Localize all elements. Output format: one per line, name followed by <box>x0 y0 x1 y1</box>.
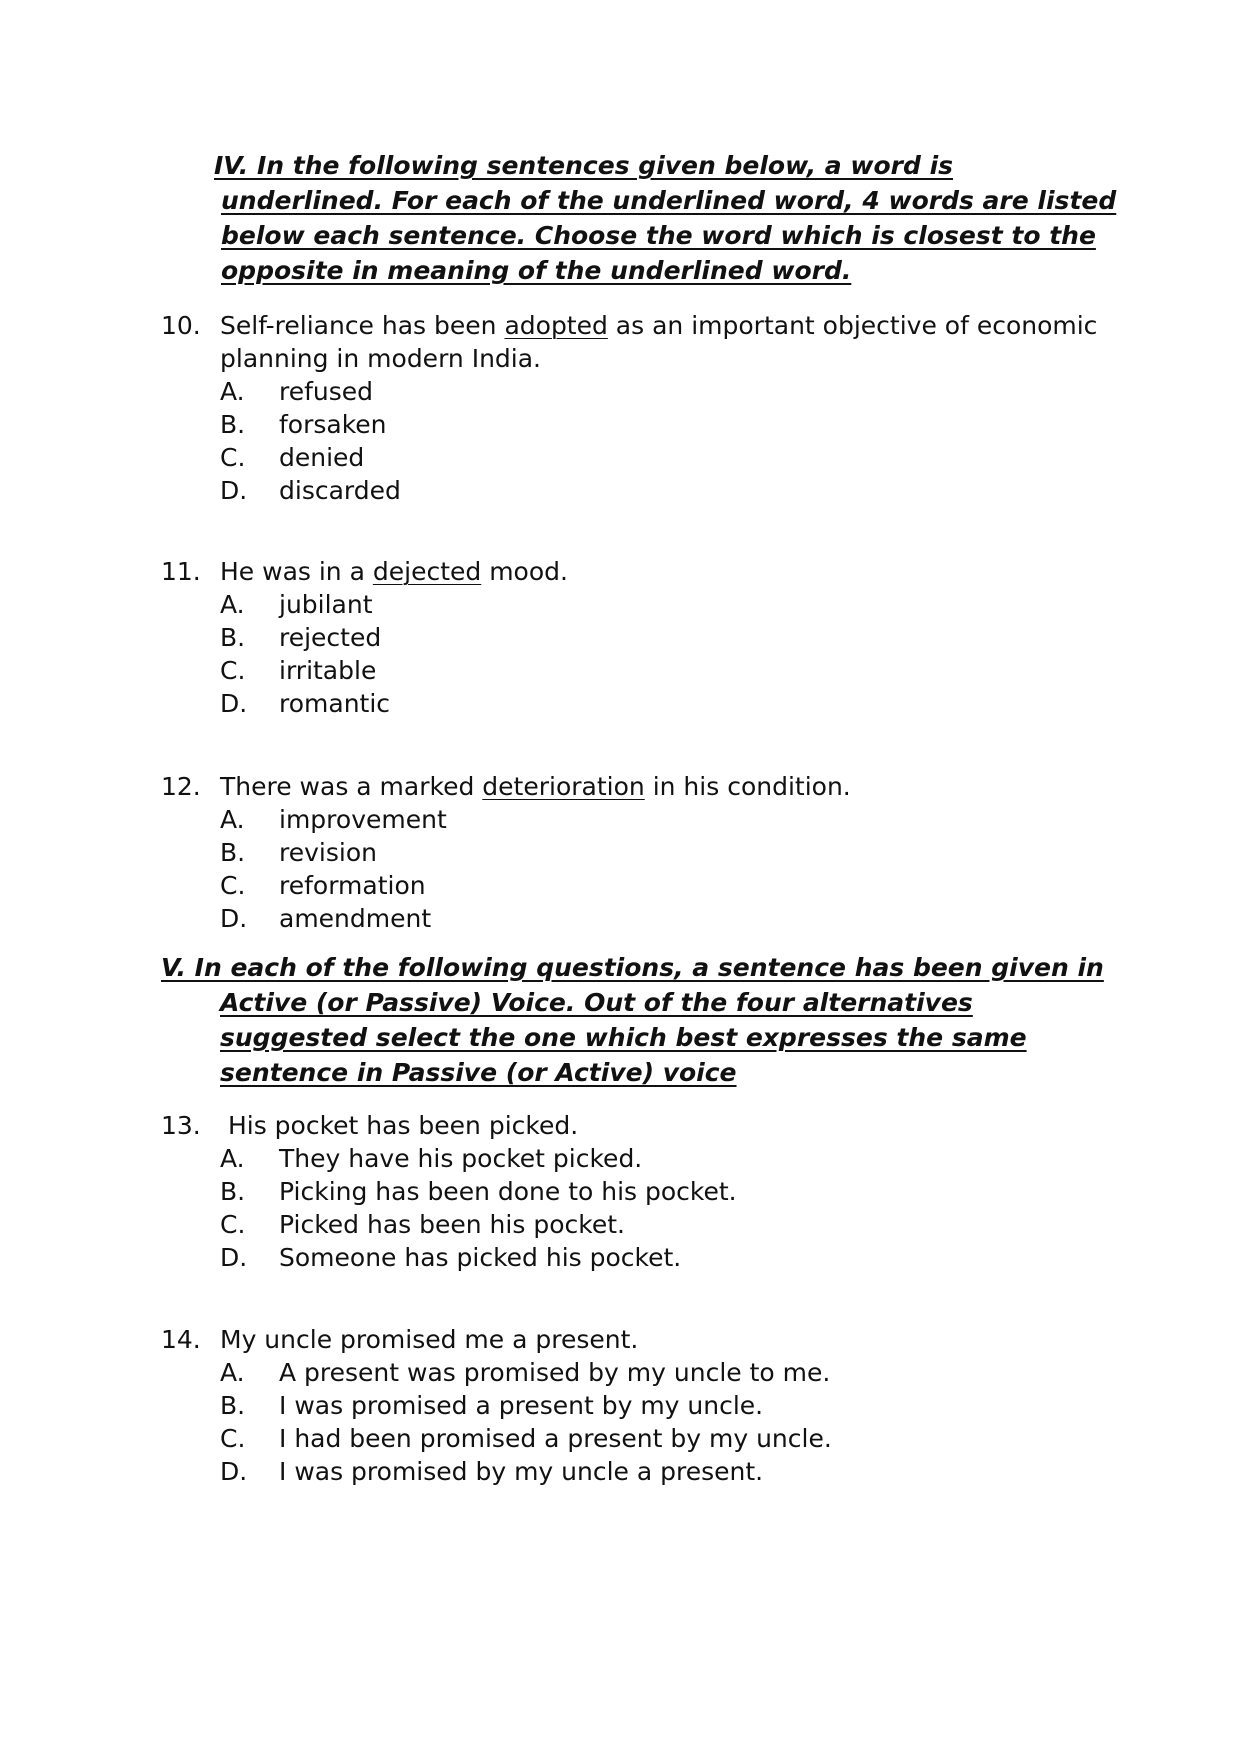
question-text-before: My uncle promised me a present. <box>220 1325 639 1354</box>
option-text: rejected <box>279 623 382 652</box>
option-list <box>161 803 1121 935</box>
option-letter: D. <box>220 689 248 718</box>
option-c <box>161 654 1121 687</box>
option-text: forsaken <box>279 410 387 439</box>
option-text: They have his pocket picked. <box>279 1144 643 1173</box>
question-number: 14. <box>161 1325 201 1354</box>
section-v-rest: Active (or Passive) Voice. Out of the four alternatives suggested select the one which best expresses the same sentence in Passive (or Active) voice <box>220 988 1027 1087</box>
option-c <box>161 1208 1121 1241</box>
option-letter: A. <box>220 1144 245 1173</box>
underlined-word: deterioration <box>482 772 645 801</box>
question-text <box>220 555 1121 588</box>
option-text: jubilant <box>279 590 373 619</box>
option-d <box>161 1455 1121 1488</box>
option-letter: A. <box>220 1358 245 1387</box>
option-c <box>161 441 1121 474</box>
option-text: improvement <box>279 805 447 834</box>
question-text-before: His pocket has been picked. <box>220 1111 579 1140</box>
option-letter: B. <box>220 1391 246 1420</box>
option-text: refused <box>279 377 374 406</box>
option-list <box>161 1142 1121 1274</box>
option-text: denied <box>279 443 365 472</box>
question-12 <box>161 770 1121 935</box>
question-text <box>220 1109 1121 1142</box>
question-text <box>220 1323 1121 1356</box>
option-letter: B. <box>220 838 246 867</box>
option-text: Someone has picked his pocket. <box>279 1243 682 1272</box>
question-text-before: He was in a <box>220 557 373 586</box>
option-a <box>161 375 1121 408</box>
question-text-after: in his condition. <box>644 772 851 801</box>
option-list <box>161 1356 1121 1488</box>
question-text-after: mood. <box>481 557 568 586</box>
option-letter: C. <box>220 871 246 900</box>
option-text: discarded <box>279 476 401 505</box>
option-a <box>161 803 1121 836</box>
question-number: 10. <box>161 311 201 340</box>
option-letter: B. <box>220 623 246 652</box>
option-d <box>161 1241 1121 1274</box>
option-letter: A. <box>220 377 245 406</box>
question-text-after: as an important objective of economic planning in modern India. <box>220 311 1098 373</box>
question-number: 13. <box>161 1111 201 1140</box>
option-letter: D. <box>220 476 248 505</box>
option-text: romantic <box>279 689 391 718</box>
option-text: I was promised by my uncle a present. <box>279 1457 764 1486</box>
option-letter: D. <box>220 1457 248 1486</box>
question-14 <box>161 1323 1121 1488</box>
option-letter: D. <box>220 1243 248 1272</box>
question-11 <box>161 555 1121 720</box>
option-a <box>161 1356 1121 1389</box>
option-letter: A. <box>220 590 245 619</box>
section-iv-first-line: IV. In the following sentences given below, a word is <box>214 151 954 180</box>
option-text: amendment <box>279 904 432 933</box>
option-text: irritable <box>279 656 377 685</box>
option-b <box>161 1175 1121 1208</box>
option-letter: D. <box>220 904 248 933</box>
option-b <box>161 836 1121 869</box>
option-a <box>161 1142 1121 1175</box>
option-d <box>161 687 1121 720</box>
option-b <box>161 621 1121 654</box>
option-list <box>161 375 1121 507</box>
question-10 <box>161 309 1121 507</box>
option-d <box>161 902 1121 935</box>
question-number: 11. <box>161 557 201 586</box>
option-c <box>161 1422 1121 1455</box>
option-text: Picking has been done to his pocket. <box>279 1177 737 1206</box>
option-text: A present was promised by my uncle to me. <box>279 1358 831 1387</box>
option-text: Picked has been his pocket. <box>279 1210 625 1239</box>
option-letter: B. <box>220 1177 246 1206</box>
option-d <box>161 474 1121 507</box>
option-text: reformation <box>279 871 426 900</box>
question-number: 12. <box>161 772 201 801</box>
option-letter: A. <box>220 805 245 834</box>
section-v-first-line: V. In each of the following questions, a sentence has been given in <box>161 953 1104 982</box>
option-text: revision <box>279 838 377 867</box>
option-letter: C. <box>220 1424 246 1453</box>
underlined-word: adopted <box>504 311 608 340</box>
option-letter: C. <box>220 656 246 685</box>
option-list <box>161 588 1121 720</box>
section-v-instructions <box>161 950 1121 1090</box>
option-letter: C. <box>220 1210 246 1239</box>
option-b <box>161 408 1121 441</box>
section-iv-instructions <box>214 148 1174 288</box>
question-text <box>220 770 1121 803</box>
section-iv-rest: underlined. For each of the underlined word, 4 words are listed below each sentence. Choose the word which is closest to the opposite in meaning of the underlined word. <box>221 186 1117 285</box>
question-13 <box>161 1109 1121 1274</box>
option-text: I was promised a present by my uncle. <box>279 1391 764 1420</box>
option-c <box>161 869 1121 902</box>
question-text <box>220 309 1121 375</box>
option-letter: B. <box>220 410 246 439</box>
option-letter: C. <box>220 443 246 472</box>
option-text: I had been promised a present by my uncle. <box>279 1424 832 1453</box>
option-b <box>161 1389 1121 1422</box>
underlined-word: dejected <box>372 557 482 586</box>
question-text-before: Self-reliance has been <box>220 311 505 340</box>
option-a <box>161 588 1121 621</box>
question-text-before: There was a marked <box>220 772 483 801</box>
